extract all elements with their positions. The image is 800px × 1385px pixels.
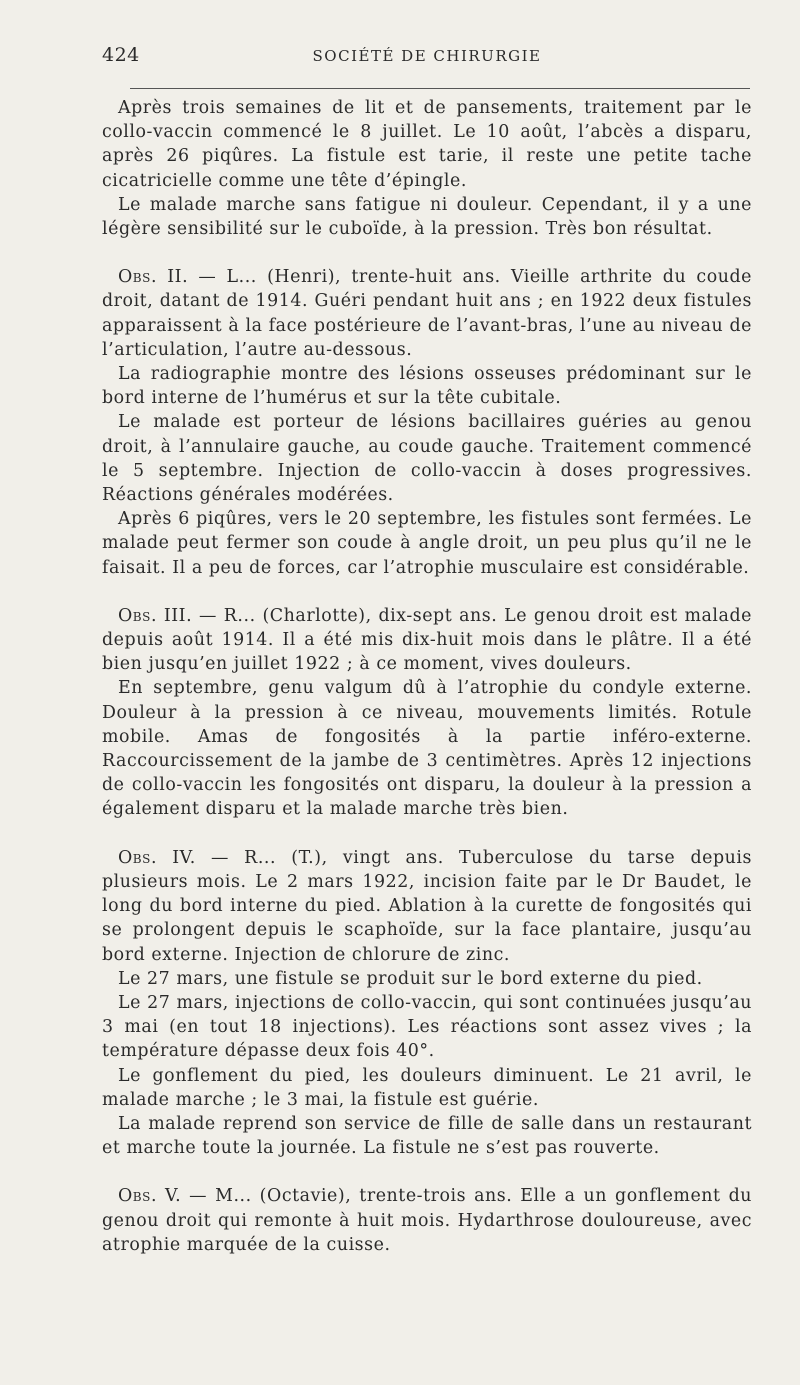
paragraph: La malade reprend son service de fille de salle dans un restaurant et marche toute la journée. La fistule ne s’est pas rouverte. (102, 1113, 752, 1159)
paragraph: Le gonflement du pied, les douleurs diminuent. Le 21 avril, le malade marche ; le 3 mai, la fistule est guérie. (102, 1065, 752, 1110)
observation-paragraph: Obs. IV. — R... (T.), vingt ans. Tuberculose du tarse depuis plusieurs mois. Le 2 mars 1922, incision faite par le Dr Baudet, le long du bord interne du pied. Ablation à la curette de fongosités qui se prolongent depuis le scaphoïde, sur la face plantaire, jusqu’au bord externe. Injection de chlorure de zinc. (102, 847, 752, 965)
body-text (102, 96, 752, 1257)
paragraph: Le malade marche sans fatigue ni douleur. Cependant, il y a une légère sensibilité sur le cuboïde, à la pression. Très bon résultat. (102, 194, 752, 240)
paragraph: En septembre, genu valgum dû à l’atrophie du condyle externe. Douleur à la pression à ce niveau, mouvements limités. Rotule mobile. Amas de fongosités à la partie inféro-externe. Raccourcissement de la jambe de 3 centimètres. Après 12 injections de collo-vaccin les fongosités ont disparu, la douleur à la pression a également disparu et la malade marche très bien. (102, 678, 752, 820)
running-title: SOCIÉTÉ DE CHIRURGIE (312, 47, 542, 65)
running-head (102, 44, 752, 72)
observation-label: Obs. IV. (118, 847, 196, 868)
observation-paragraph: Obs. III. — R... (Charlotte), dix-sept ans. Le genou droit est malade depuis août 1914. Il a été mis dix-huit mois dans le plâtre. Il a été bien jusqu’en juillet 1922 ; à ce moment, vives douleurs. (102, 605, 752, 675)
paragraph: Après 6 piqûres, vers le 20 septembre, les fistules sont fermées. Le malade peut fermer son coude à angle droit, un peu plus qu’il ne le faisait. Il a peu de forces, car l’atrophie musculaire est considérable. (102, 509, 752, 578)
observation-label: Obs. V. (118, 1186, 182, 1207)
observation-label: Obs. III. (118, 605, 193, 626)
paragraph: Le 27 mars, injections de collo-vaccin, qui sont continuées jusqu’au 3 mai (en tout 18 injections). Les réactions sont assez vives ; la température dépasse deux fois 40°. (102, 992, 752, 1062)
paragraph: Après trois semaines de lit et de pansements, traitement par le collo-vaccin commencé le 8 juillet. Le 10 août, l’abcès a disparu, après 26 piqûres. La fistule est tarie, il reste une petite tache cicatricielle comme une tête d’épingle. (102, 98, 752, 191)
observation-paragraph: Obs. II. — L... (Henri), trente-huit ans. Vieille arthrite du coude droit, datant de 1914. Guéri pendant huit ans ; en 1922 deux fistules apparaissent à la face postérieure de l’avant-bras, l’une au niveau de l’articulation, l’autre au-dessous. (102, 267, 752, 360)
paragraph: Le 27 mars, une fistule se produit sur le bord externe du pied. (118, 968, 703, 989)
paragraph: La radiographie montre des lésions osseuses prédominant sur le bord interne de l’humérus et sur la tête cubitale. (102, 364, 752, 409)
header-rule (130, 88, 750, 89)
observation-label: Obs. II. (118, 267, 189, 288)
page-number: 424 (102, 44, 140, 66)
paragraph: Le malade est porteur de lésions bacillaires guéries au genou droit, à l’annulaire gauche, au coude gauche. Traitement commencé le 5 septembre. Injection de collo-vaccin à doses progressives. Réactions générales modérées. (102, 412, 752, 506)
observation-paragraph: Obs. V. — M... (Octavie), trente-trois ans. Elle a un gonflement du genou droit qui remonte à huit mois. Hydarthrose douloureuse, avec atrophie marquée de la cuisse. (102, 1186, 753, 1255)
